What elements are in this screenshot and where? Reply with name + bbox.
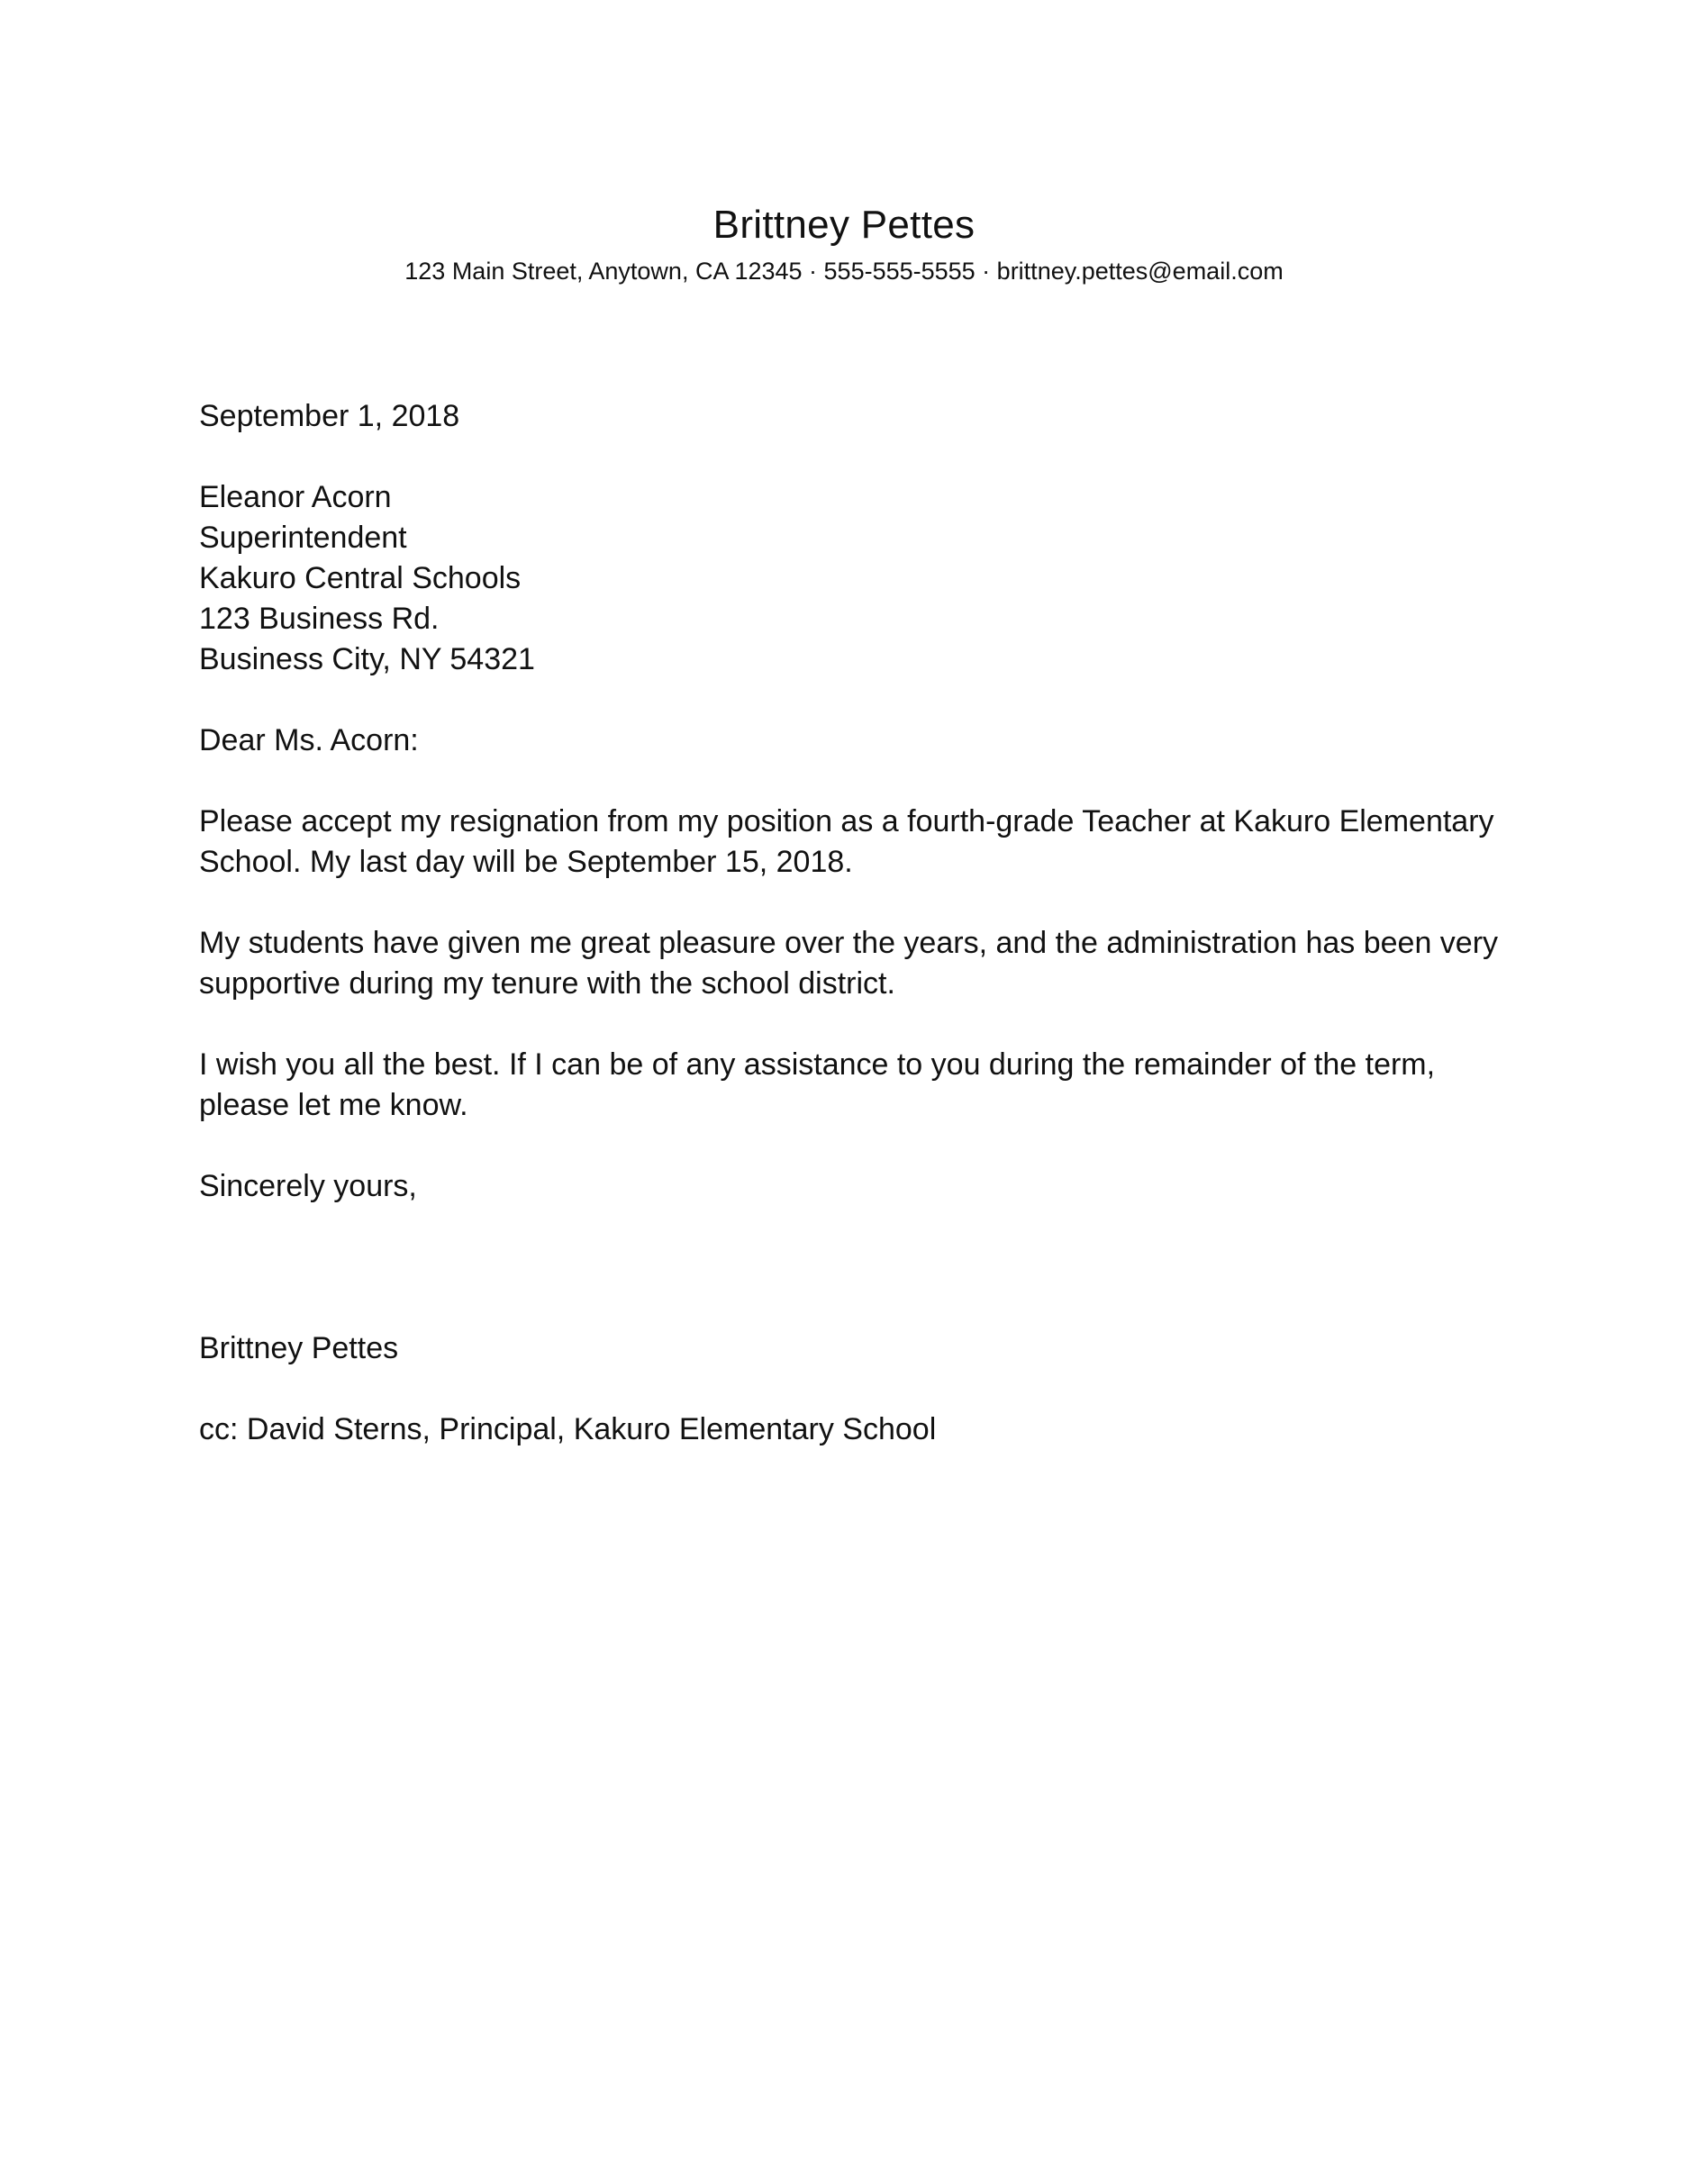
signature-name: Brittney Pettes: [199, 1331, 399, 1365]
body-paragraph: [199, 802, 1514, 883]
letterhead: [0, 200, 1688, 286]
body-paragraph: [199, 1045, 1514, 1126]
paragraph-line: please let me know.: [199, 1088, 468, 1122]
letter-date: September 1, 2018: [199, 399, 460, 433]
recipient-title: Superintendent: [199, 521, 407, 555]
paragraph-line: School. My last day will be September 15, 2018.: [199, 845, 853, 879]
cc-line: cc: David Sterns, Principal, Kakuro Elementary School: [199, 1412, 937, 1446]
recipient-name: Eleanor Acorn: [199, 480, 392, 514]
paragraph-line: My students have given me great pleasure over the years, and the administration has been very: [199, 926, 1499, 960]
paragraph-line: I wish you all the best. If I can be of any assistance to you during the remainder of the term,: [199, 1047, 1436, 1082]
sender-contact-line: 123 Main Street, Anytown, CA 12345 · 555-555-5555 · brittney.pettes@email.com: [404, 258, 1284, 285]
body-paragraph: [199, 923, 1514, 1004]
paragraph-line: supportive during my tenure with the school district.: [199, 966, 895, 1001]
recipient-street: 123 Business Rd.: [199, 602, 440, 636]
recipient-city: Business City, NY 54321: [199, 642, 535, 676]
closing: Sincerely yours,: [199, 1169, 417, 1203]
letter-body: [199, 396, 1514, 1450]
paragraph-line: Please accept my resignation from my position as a fourth-grade Teacher at Kakuro Elementary: [199, 804, 1494, 838]
salutation: Dear Ms. Acorn:: [199, 723, 419, 757]
recipient-address-block: [199, 477, 1514, 680]
recipient-organization: Kakuro Central Schools: [199, 561, 522, 595]
sender-name: Brittney Pettes: [712, 203, 976, 247]
